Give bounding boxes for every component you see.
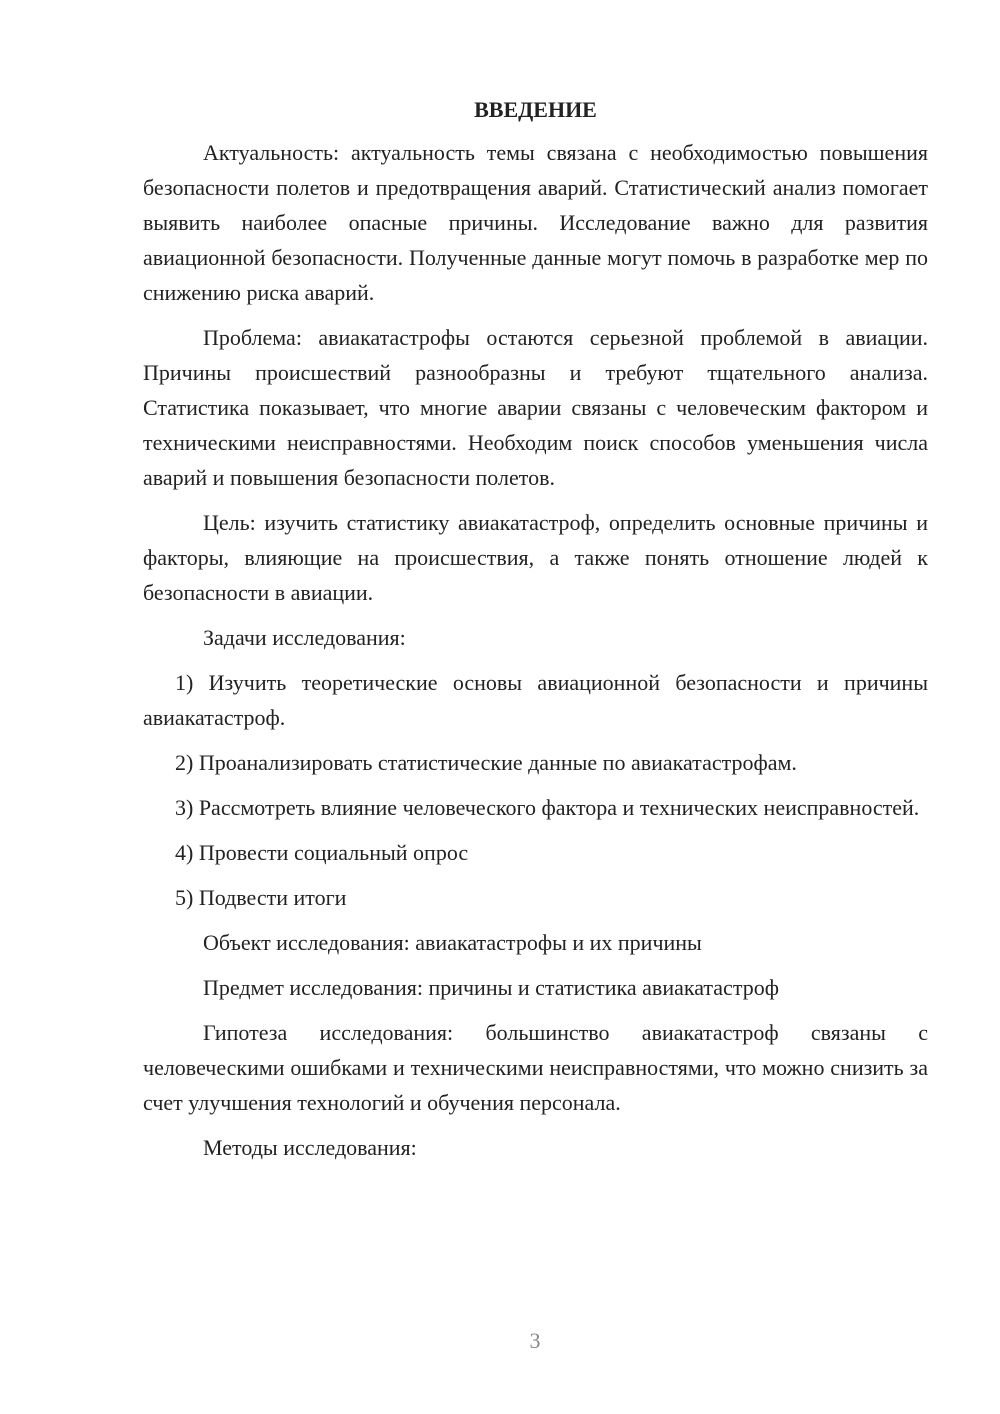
- task-item-3: 3) Рассмотреть влияние человеческого фактора и технических неисправностей.: [175, 795, 920, 820]
- paragraph-problem: Проблема: авиакатастрофы остаются серьезной проблемой в авиации. Причины происшествий разнообразны и требуют тщательного анализа. Статистика показывает, что многие аварии связаны с человеческим фактором и техническими неисправностями. Необходим поиск способов уменьшения числа аварий и повышения безопасности полетов.: [143, 325, 928, 490]
- paragraph-relevance: Актуальность: актуальность темы связана с необходимостью повышения безопасности полетов и предотвращения аварий. Статистический анализ помогает выявить наиболее опасные причины. Исследование важно для развития авиационной безопасности. Полученные данные могут помочь в разработке мер по снижению риска аварий.: [143, 140, 928, 305]
- methods-heading: Методы исследования:: [203, 1135, 417, 1160]
- task-item-2: 2) Проанализировать статистические данные по авиакатастрофам.: [175, 750, 797, 775]
- page-title: ВВЕДЕНИЕ: [474, 97, 597, 122]
- task-item-1: 1) Изучить теоретические основы авиационной безопасности и причины авиакатастроф.: [143, 670, 928, 730]
- page-number: 3: [529, 1328, 541, 1353]
- paragraph-hypothesis: Гипотеза исследования: большинство авиакатастроф связаны с человеческими ошибками и техническими неисправностями, что можно снизить за счет улучшения технологий и обучения персонала.: [143, 1020, 928, 1115]
- document-page: [143, 92, 928, 1175]
- task-item-4: 4) Провести социальный опрос: [175, 840, 469, 865]
- paragraph-goal: Цель: изучить статистику авиакатастроф, определить основные причины и факторы, влияющие на происшествия, а также понять отношение людей к безопасности в авиации.: [143, 510, 928, 605]
- task-item-5: 5) Подвести итоги: [175, 885, 347, 910]
- paragraph-subject: Предмет исследования: причины и статистика авиакатастроф: [203, 975, 779, 1000]
- tasks-heading: Задачи исследования:: [203, 625, 406, 650]
- paragraph-object: Объект исследования: авиакатастрофы и их причины: [203, 930, 702, 955]
